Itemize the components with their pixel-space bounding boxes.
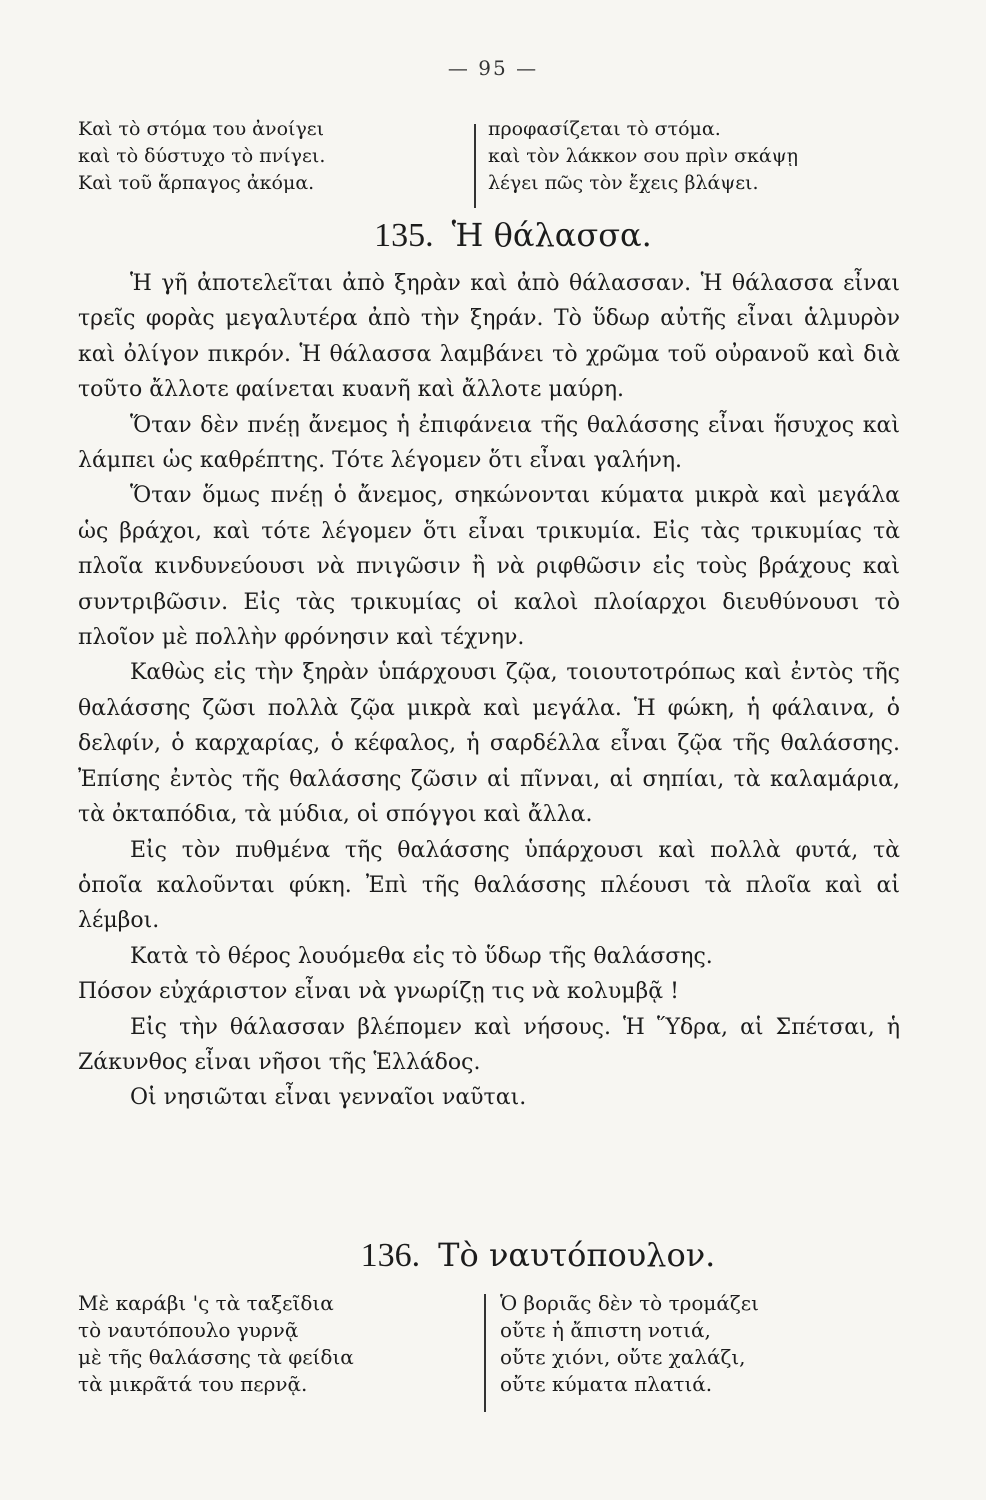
poem-line: οὔτε κύματα πλατιά. [500, 1372, 713, 1396]
poem-ναυτόπουλον [78, 1290, 759, 1412]
section-135-body [78, 266, 900, 1116]
poem-left-column [78, 1290, 484, 1412]
poem-line: λέγει πῶς τὸν ἔχεις βλάψει. [488, 172, 759, 194]
section-title: Ἡ θάλασσα. [451, 216, 652, 254]
poem-line: τὰ μικρᾶτά του περνᾷ. [78, 1372, 308, 1396]
page-number: — 95 — [447, 56, 539, 80]
poem-line: μὲ τῆς θαλάσσης τὰ φείδια [78, 1345, 354, 1369]
poem-line: οὔτε ἡ ἄπιστη νοτιά, [500, 1318, 711, 1342]
poem-line: προφασίζεται τὸ στόμα. [488, 118, 721, 140]
paragraph: Κατὰ τὸ θέρος λουόμεθα εἰς τὸ ὕδωρ τῆς θαλάσσης. [130, 943, 713, 969]
poem-right-column [486, 1290, 759, 1412]
paragraph: Ὅταν δὲν πνέῃ ἄνεμος ἡ ἐπιφάνεια τῆς θαλάσσης εἶναι ἥσυχος καὶ λάμπει ὡς καθρέπτης. Τότε λέγομεν ὅτι εἶναι γαλήνη. [78, 412, 900, 474]
paragraph: Ἡ γῆ ἀποτελεῖται ἀπὸ ξηρὰν καὶ ἀπὸ θάλασσαν. Ἡ θάλασσα εἶναι τρεῖς φορὰς μεγαλυτέρα ἀπὸ τὴν ξηράν. Τὸ ὕδωρ αὐτῆς εἶναι ἁλμυρὸν καὶ ὀλίγον πικρόν. Ἡ θάλασσα λαμβάνει τὸ χρῶμα τοῦ οὐρανοῦ καὶ διὰ τοῦτο ἄλλοτε φαίνεται κυανῆ καὶ ἄλλοτε μαύρη. [78, 271, 900, 403]
paragraph: Καθὼς εἰς τὴν ξηρὰν ὑπάρχουσι ζῷα, τοιουτοτρόπως καὶ ἐντὸς τῆς θαλάσσης ζῶσι πολλὰ ζῷα μικρὰ καὶ μεγάλα. Ἡ φώκη, ἡ φάλαινα, ὁ δελφίν, ὁ καρχαρίας, ὁ κέφαλος, ἡ σαρδέλλα εἶναι ζῷα τῆς θαλάσσης. Ἐπίσης ἐντὸς τῆς θαλάσσης ζῶσιν αἱ πῖνναι, αἱ σηπίαι, τὰ καλαμάρια, τὰ ὀκταπόδια, τὰ μύδια, οἱ σπόγγοι καὶ ἄλλα. [78, 660, 900, 828]
paragraph: Πόσον εὐχάριστον εἶναι νὰ γνωρίζῃ τις νὰ κολυμβᾷ ! [78, 979, 679, 1005]
paragraph: Εἰς τὴν θάλασσαν βλέπομεν καὶ νήσους. Ἡ Ὕδρα, αἱ Σπέτσαι, ἡ Ζάκυνθος εἶναι νῆσοι τῆς Ἑλλάδος. [78, 1014, 900, 1075]
poem-right-column [476, 116, 798, 208]
poem-line: καὶ τὸν λάκκον σου πρὶν σκάψῃ [488, 145, 799, 167]
section-number: 136. [360, 1237, 421, 1274]
paragraph: Οἱ νησιῶται εἶναι γενναῖοι ναῦται. [130, 1085, 527, 1111]
poem-line: Ὁ βοριᾶς δὲν τὸ τρομάζει [500, 1291, 759, 1315]
poem-continuation [78, 116, 798, 208]
section-135-heading [0, 216, 986, 255]
paragraph: Ὅταν ὅμως πνέῃ ὁ ἄνεμος, σηκώνονται κύματα μικρὰ καὶ μεγάλα ὡς βράχοι, καὶ τότε λέγομεν ὅτι εἶναι τρικυμία. Εἰς τὰς τρικυμίας τὰ πλοῖα κινδυνεύουσι νὰ πνιγῶσιν ἢ νὰ ριφθῶσιν εἰς τοὺς βράχους καὶ συντριβῶσιν. Εἰς τὰς τρικυμίας οἱ καλοὶ πλοίαρχοι διευθύνουσι τὸ πλοῖον μὲ πολλὴν φρόνησιν καὶ τέχνην. [78, 483, 900, 651]
poem-left-column [78, 116, 474, 208]
poem-line: Καὶ τοῦ ἅρπαγος ἀκόμα. [78, 172, 315, 194]
poem-line: οὔτε χιόνι, οὔτε χαλάζι, [500, 1345, 746, 1369]
poem-line: καὶ τὸ δύστυχο τὸ πνίγει. [78, 145, 326, 167]
poem-line: Μὲ καράβι 'ς τὰ ταξεῖδια [78, 1291, 334, 1315]
poem-line: τὸ ναυτόπουλο γυρνᾷ [78, 1318, 299, 1342]
poem-line: Καὶ τὸ στόμα του ἀνοίγει [78, 118, 325, 140]
section-136-heading [0, 1236, 986, 1275]
section-title: Τὸ ναυτόπουλον. [438, 1236, 716, 1274]
paragraph: Εἰς τὸν πυθμένα τῆς θαλάσσης ὑπάρχουσι καὶ πολλὰ φυτά, τὰ ὁποῖα καλοῦνται φύκη. Ἐπὶ τῆς θαλάσσης πλέουσι τὰ πλοῖα καὶ αἱ λέμβοι. [78, 837, 900, 934]
section-number: 135. [374, 217, 434, 254]
